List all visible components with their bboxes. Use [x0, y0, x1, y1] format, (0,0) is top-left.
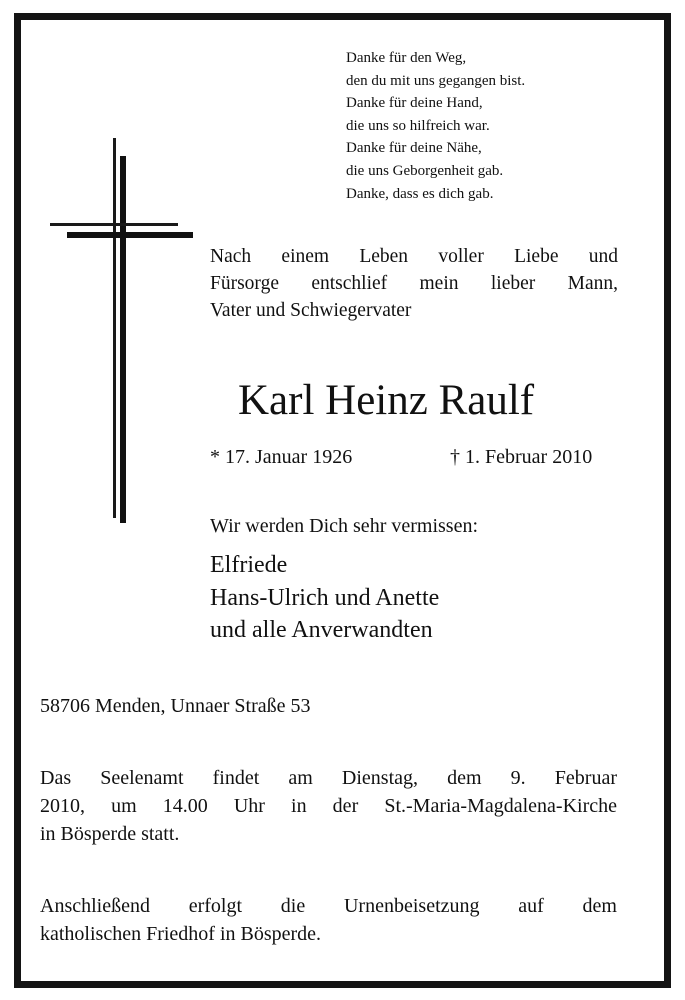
intro-text [210, 243, 618, 324]
family-list [210, 549, 439, 647]
life-dates [210, 442, 618, 472]
deceased-name: Karl Heinz Raulf [238, 377, 535, 424]
poem-line: Danke für deine Nähe, [346, 140, 482, 157]
service-line: 2010, um 14.00 Uhr in der St.-Maria-Magdalena-Kirche [40, 795, 617, 817]
poem-line: Danke, dass es dich gab. [346, 185, 494, 202]
intro-line: Fürsorge entschlief mein lieber Mann, [210, 273, 618, 294]
family-member: und alle Anverwandten [210, 617, 433, 643]
intro-line: Nach einem Leben voller Liebe und [210, 246, 618, 267]
burial-line: katholischen Friedhof in Bösperde. [40, 923, 322, 945]
birth-date: * 17. Januar 1926 [210, 446, 353, 468]
intro-line: Vater und Schwiegervater [210, 300, 412, 321]
cross-icon [36, 123, 196, 523]
service-line: Das Seelenamt findet am Dienstag, dem 9. Februar [40, 767, 617, 789]
burial-notice [40, 892, 617, 948]
poem-line: die uns Geborgenheit gab. [346, 162, 504, 179]
address: 58706 Menden, Unnaer Straße 53 [40, 695, 311, 717]
poem-line: die uns so hilfreich war. [346, 117, 490, 134]
cross-beam-thin-vertical [113, 138, 116, 518]
poem-line: Danke für deine Hand, [346, 95, 483, 112]
burial-line: Anschließend erfolgt die Urnenbeisetzung auf dem [40, 895, 617, 917]
miss-line: Wir werden Dich sehr vermissen: [210, 515, 478, 537]
service-notice [40, 764, 617, 848]
cross-beam-thick-vertical [120, 156, 126, 523]
death-date: † 1. Februar 2010 [450, 446, 593, 468]
poem [346, 47, 586, 205]
cross-beam-thick-horizontal [67, 232, 193, 238]
service-line: in Bösperde statt. [40, 823, 180, 845]
family-member: Hans-Ulrich und Anette [210, 584, 440, 611]
family-member: Elfriede [210, 552, 288, 578]
poem-line: den du mit uns gegangen bist. [346, 72, 526, 89]
poem-line: Danke für den Weg, [346, 50, 467, 66]
cross-beam-thin-horizontal [50, 223, 178, 226]
